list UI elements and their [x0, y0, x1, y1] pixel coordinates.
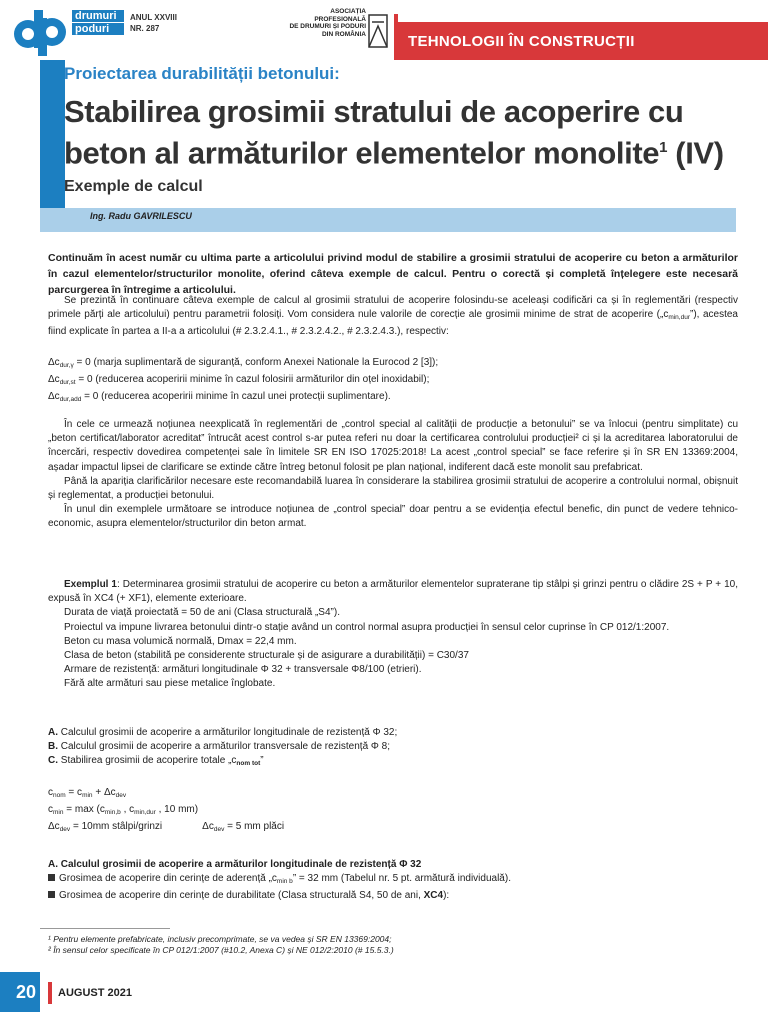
assoc-line: ASOCIAȚIA: [330, 8, 366, 15]
text: c: [48, 787, 53, 798]
step-label: A.: [48, 727, 58, 738]
paragraph: Durata de viață proiectată = 50 de ani (Clasa structurală „S4”).: [64, 607, 340, 619]
text: ):: [443, 890, 450, 902]
text: Δc: [48, 821, 60, 833]
formulas: [48, 786, 738, 838]
assoc-line: DIN ROMÂNIA: [321, 30, 366, 38]
subscript: min,dur: [134, 809, 156, 817]
square-bullet-icon: [48, 891, 55, 898]
body-intro: [48, 294, 738, 340]
text: = 10mm stâlpi/grinzi: [70, 821, 163, 833]
equation-line: $\Delta c_{dur,st} = 0$ (reducerea acoperirii minime în cazul folosirii armăturilor din oțel inoxidabil);: [48, 374, 430, 387]
article-kicker: Proiectarea durabilității betonului:: [64, 64, 340, 83]
paragraph: Până la apariția clarificărilor necesare este recomandabilă luarea în considerare la stabilirea grosimii stratului de acoperire a controlului normal, obișnuit și reglementat, a producției betonului.: [48, 475, 738, 502]
text: = 5 mm plăci: [224, 821, 285, 833]
footnote-2: ² În sensul celor specificate în CP 012/1:2007 (#10.2, Anexa C) și NE 012/2:2010 (# 15.5.3.): [48, 945, 394, 955]
step-a: [48, 726, 738, 740]
subscript: nom: [53, 792, 66, 799]
subscript: dur,st: [59, 379, 76, 387]
footer-tick: [48, 982, 52, 1004]
paragraph: [48, 294, 738, 340]
section-banner: TEHNOLOGII ÎN CONSTRUCȚII: [394, 22, 768, 60]
subscript: dev: [59, 826, 71, 834]
footnote-rule: [40, 928, 170, 929]
example-1: [48, 578, 738, 692]
section-a: [48, 858, 738, 904]
assoc-line: DE DRUMURI ȘI PODURI: [289, 23, 366, 30]
formula-line: [48, 803, 738, 820]
subscript: dur,γ: [59, 362, 74, 369]
section-a-heading: A. Calculul grosimii de acoperire a armăturilor longitudinale de rezistență Φ 32: [48, 859, 422, 870]
text: Grosimea de acoperire din cerințe de durabilitate (Clasa structurală S4, 50 de ani,: [59, 890, 424, 902]
step-b: [48, 740, 738, 754]
text: : Determinarea grosimii stratului de acoperire cu beton a armăturilor elementelor supraterane tip stâlpi și grinzi pentru o clădire 2S + P + 10, expusă în XC4 (+ XF1), elemente exterioare.: [48, 579, 738, 605]
title-line1: Stabilirea grosimii stratului de acoperire cu: [64, 94, 684, 129]
text: ” = 32 mm (Tabelul nr. 5 pt. armătură individuală).: [292, 873, 511, 885]
example-label: Exemplul 1: [64, 579, 117, 590]
formula-line: [48, 786, 738, 803]
text: + Δc: [92, 787, 116, 798]
steps-list: [48, 726, 738, 772]
step-c: [48, 754, 738, 771]
assoc-line: PROFESIONALĂ: [314, 15, 366, 23]
issue-date: AUGUST 2021: [58, 987, 132, 999]
association-name: [280, 8, 366, 38]
text: Grosimea de acoperire din cerințe de aderență „c: [59, 873, 277, 885]
equation-line: $\Delta c_{dur,\gamma} = 0$ (marja suplimentară de siguranță, conform Anexei Nationale la Eurocod 2 [3]);: [48, 357, 439, 369]
paragraph: Proiectul va impune livrarea betonului dintr-o stație având un control normal asupra producției în sensul celor cuprinse în CP 012/1:2007.: [64, 621, 670, 633]
text: Δc: [202, 821, 214, 833]
article-title: [64, 94, 754, 171]
bullet-item: [48, 889, 738, 903]
step-label: C.: [48, 755, 58, 767]
subscript: min: [53, 809, 64, 817]
text: Calculul grosimii de acoperire a armăturilor longitudinale de rezistență Φ 32;: [58, 727, 398, 738]
paragraph: În unul din exemplele următoare se introduce noțiunea de „control special” doar pentru a se evidenția efectul benefic, din punct de vedere tehnico-economic, asupra elementelor/structurilor din beton armat.: [48, 504, 738, 530]
text: = max (c: [63, 804, 105, 816]
title-line2-text: beton al armăturilor elementelor monolite: [64, 135, 660, 171]
text: c: [48, 804, 53, 816]
subscript: min,dur: [668, 314, 691, 322]
text: , 10 mm): [155, 804, 199, 816]
paragraph: În cele ce urmează noțiunea neexplicată în reglementări de „control special al calității de producție a betonului” se va înlocui (pentru simplitate) cu „beton certificat/laborator acreditat” întrucât acest control s-ar putea referi nu doar la certificarea controlului producției² ci și la acreditarea laboratorului de încercări, respectiv dovedirea competenței sale în limitele SR EN ISO 17025:2018! La acest „control special” se face referire și în SR EN 13369:2004, așadar impactul lipsei de clarificare se extinde către întreg betonul folosit pe plan național, indiferent dacă este monolit sau prefabricat.: [48, 419, 738, 473]
subscript: nom tot: [236, 760, 261, 768]
brand-name: [72, 10, 124, 36]
text: = 0 (reducerea acoperirii minime în cazul unei protecții suplimentare).: [81, 391, 391, 403]
text: Se prezintă în continuare câteva exemple de calcul al grosimii stratului de acoperire folosindu-se aceleași codificări ca și în reglementări (respectiv primele părți ale articolului) pentru parametrii folosiți. Vom considera nule valorile de corecție ale grosimii minime de strat de acoperire („c: [48, 295, 738, 321]
issue-info: [130, 12, 177, 34]
article-subtitle: Exemple de calcul: [64, 178, 203, 195]
paragraph: Beton cu masa volumică normală, Dmax = 22,4 mm.: [64, 635, 297, 647]
footnote-1: ¹ Pentru elemente prefabricate, inclusiv precomprimate, se va vedea și SR EN 13369:2004;: [48, 934, 392, 944]
bullet-item: [48, 872, 738, 889]
text: XC4: [423, 890, 444, 902]
article-lead: Continuăm în acest număr cu ultima parte a articolului privind modul de stabilire a grosimii stratului de acoperire cu beton a armăturilor în cazul elementelor/structurilor monolite, oferind câteva exemple de calcul. Pentru o corectă și completă înțelegere este necesară parcurgerea în întregime a articolului.: [48, 252, 738, 296]
text: , c: [120, 804, 135, 816]
brand-line1: drumuri: [72, 10, 124, 22]
text: Calculul grosimii de acoperire a armăturilor transversale de rezistență Φ 8;: [58, 741, 391, 753]
paragraph: Clasa de beton (stabilită pe considerente structurale și de asigurare a durabilității) = C30/37: [64, 650, 469, 662]
title-side-bar: [40, 60, 64, 232]
brand-line2: poduri: [72, 23, 124, 35]
formula-line: [48, 820, 738, 837]
subscript: dev: [213, 826, 225, 834]
text: = 0 (marja suplimentară de siguranță, conform Anexei Nationale la Eurocod 2 [3]);: [73, 357, 439, 368]
text: ”: [260, 755, 264, 767]
paragraph: [48, 578, 738, 606]
section-tick: [394, 14, 398, 22]
paragraph: Fără alte armături sau piese metalice înglobate.: [64, 678, 276, 690]
step-label: B.: [48, 741, 58, 753]
subscript: min: [82, 792, 93, 799]
page-number: 20: [0, 972, 40, 1012]
paragraph: Armare de rezistență: armături longitudinale Φ 32 + transversale Φ8/100 (etrieri).: [64, 664, 422, 676]
subscript: min,b: [104, 809, 121, 817]
text: ”), acestea fiind explicate în partea a II-a a articolului (# 2.3.2.4.1., # 2.3.2.4.2., # 2.3.2.4.3.), respectiv:: [48, 309, 738, 338]
title-footnote-ref: 1: [659, 139, 668, 156]
body-control: [48, 418, 738, 532]
title-part: (IV): [667, 135, 724, 171]
title-line2: [64, 130, 754, 171]
correction-list: [48, 356, 738, 408]
footnotes: [48, 934, 738, 956]
text: Stabilirea grosimii de acoperire totale „c: [58, 755, 237, 767]
subscript: dev: [115, 792, 127, 799]
issue-year: ANUL XXVIII: [130, 13, 177, 22]
dp-logo-icon: [12, 8, 68, 56]
association-logo-icon: [368, 14, 388, 48]
issue-number: NR. 287: [130, 24, 160, 33]
subscript: min b: [276, 878, 293, 886]
subscript: dur,add: [59, 396, 82, 404]
article-author: Ing. Radu GAVRILESCU: [90, 211, 192, 221]
text: = c: [65, 787, 83, 798]
text: = 0 (reducerea acoperirii minime în cazul folosirii armăturilor din oțel inoxidabil);: [75, 374, 430, 386]
equation-line: $\Delta c_{dur,add} = 0$ (reducerea acoperirii minime în cazul unei protecții suplimentare).: [48, 391, 391, 404]
square-bullet-icon: [48, 874, 55, 881]
